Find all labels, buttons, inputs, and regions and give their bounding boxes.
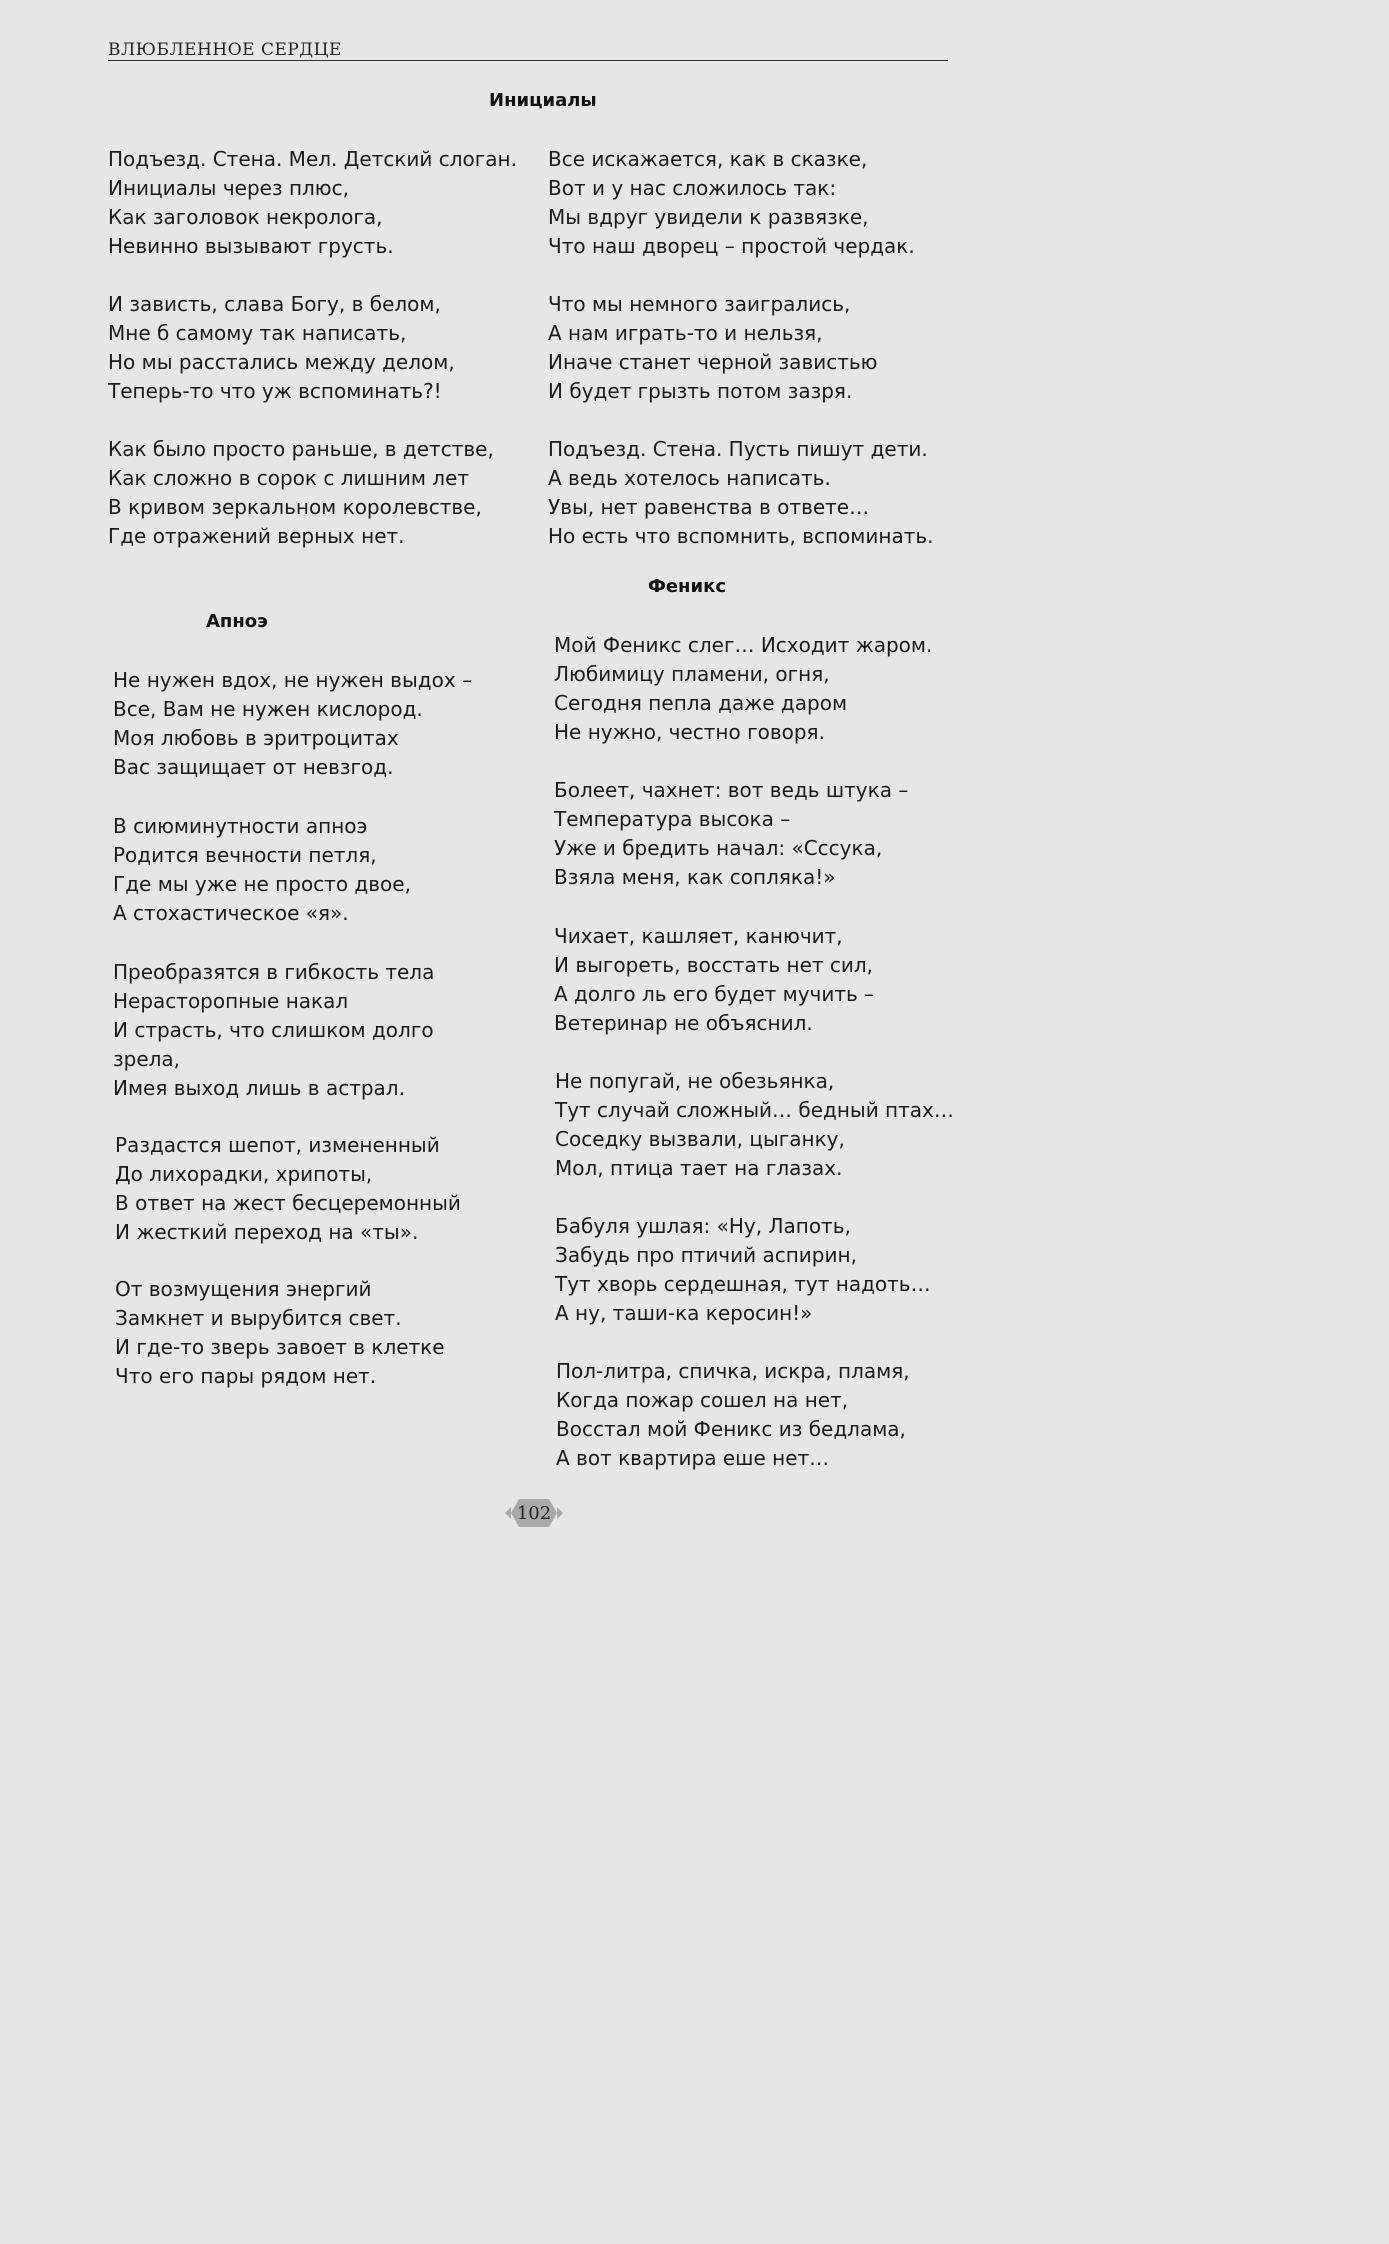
verse-line: И выгореть, восстать нет сил, — [554, 953, 874, 977]
stanza — [555, 1212, 931, 1328]
stanza — [108, 290, 455, 406]
verse-line: Теперь-то что уж вспоминать?! — [108, 379, 442, 403]
stanza — [115, 1275, 445, 1391]
verse-line: Замкнет и вырубится свет. — [115, 1306, 402, 1330]
verse-line: Соседку вызвали, цыганку, — [555, 1127, 845, 1151]
stanza — [113, 666, 472, 782]
verse-line: Все, Вам не нужен кислород. — [113, 697, 423, 721]
verse-line: Ветеринар не объяснил. — [554, 1011, 813, 1035]
verse-line: А вот квартира еше нет… — [556, 1446, 830, 1470]
verse-line: Мы вдруг увидели к развязке, — [548, 205, 869, 229]
verse-line: Родится вечности петля, — [113, 843, 377, 867]
verse-line: Подъезд. Стена. Мел. Детский слоган. — [108, 147, 517, 171]
stanza — [108, 435, 494, 551]
stanza — [554, 631, 932, 747]
verse-line: Тут случай сложный… бедный птах… — [555, 1098, 954, 1122]
verse-line: Нерасторопные накал — [113, 989, 349, 1013]
verse-line: Раздастся шепот, измененный — [115, 1133, 440, 1157]
verse-line: Как заголовок некролога, — [108, 205, 383, 229]
verse-line: Имея выход лишь в астрал. — [113, 1076, 405, 1100]
verse-line: А стохастическое «я». — [113, 901, 349, 925]
verse-line: Преобразятся в гибкость тела — [113, 960, 435, 984]
verse-line: А ну, таши-ка керосин!» — [555, 1301, 813, 1325]
verse-line: Что его пары рядом нет. — [115, 1364, 377, 1388]
verse-line: Тут хворь сердешная, тут надоть… — [555, 1272, 931, 1296]
stanza — [548, 290, 878, 406]
verse-line: Взяла меня, как сопляка!» — [554, 865, 836, 889]
verse-line: Уже и бредить начал: «Сссука, — [554, 836, 883, 860]
verse-line: зрела, — [113, 1047, 181, 1071]
verse-line: В кривом зеркальном королевстве, — [108, 495, 482, 519]
verse-line: Бабуля ушлая: «Ну, Лапоть, — [555, 1214, 851, 1238]
verse-line: Любимицу пламени, огня, — [554, 662, 830, 686]
verse-line: И жесткий переход на «ты». — [115, 1220, 419, 1244]
verse-line: Восстал мой Феникс из бедлама, — [556, 1417, 906, 1441]
running-head: ВЛЮБЛЕННОЕ СЕРДЦЕ — [108, 40, 342, 60]
verse-line: Невинно вызывают грусть. — [108, 234, 394, 258]
verse-line: Болеет, чахнет: вот ведь штука – — [554, 778, 909, 802]
verse-line: В сиюминутности апноэ — [113, 814, 368, 838]
verse-line: Увы, нет равенства в ответе… — [548, 495, 870, 519]
verse-line: Не нужно, честно говоря. — [554, 720, 825, 744]
stanza — [555, 1067, 954, 1183]
verse-line: А ведь хотелось написать. — [548, 466, 831, 490]
verse-line: И будет грызть потом зазря. — [548, 379, 853, 403]
stanza — [113, 958, 434, 1103]
poem-title-phoenix: Феникс — [648, 576, 726, 597]
header-rule — [108, 60, 948, 61]
verse-line: Вот и у нас сложилось так: — [548, 176, 837, 200]
verse-line: Мол, птица тает на глазах. — [555, 1156, 843, 1180]
verse-line: Как сложно в сорок с лишним лет — [108, 466, 470, 490]
stanza — [115, 1131, 461, 1247]
page-number — [505, 1496, 563, 1530]
stanza — [554, 922, 874, 1038]
verse-line: Но мы расстались между делом, — [108, 350, 455, 374]
verse-line: Не нужен вдох, не нужен выдох – — [113, 668, 473, 692]
verse-line: Мой Феникс слег… Исходит жаром. — [554, 633, 933, 657]
stanza — [554, 776, 908, 892]
verse-line: Но есть что вспомнить, вспоминать. — [548, 524, 934, 548]
verse-line: И где-то зверь завоет в клетке — [115, 1335, 445, 1359]
verse-line: Инициалы через плюс, — [108, 176, 349, 200]
verse-line: От возмущения энергий — [115, 1277, 372, 1301]
verse-line: Вас защищает от невзгод. — [113, 755, 394, 779]
verse-line: Что наш дворец – простой чердак. — [548, 234, 915, 258]
verse-line: Температура высока – — [554, 807, 791, 831]
verse-line: До лихорадки, хрипоты, — [115, 1162, 373, 1186]
verse-line: Чихает, кашляет, канючит, — [554, 924, 843, 948]
book-page — [0, 0, 971, 1568]
verse-line: Где мы уже не просто двое, — [113, 872, 411, 896]
verse-line: Как было просто раньше, в детстве, — [108, 437, 494, 461]
verse-line: Когда пожар сошел на нет, — [556, 1388, 849, 1412]
verse-line: Подъезд. Стена. Пусть пишут дети. — [548, 437, 928, 461]
verse-line: А долго ль его будет мучить – — [554, 982, 875, 1006]
verse-line: Моя любовь в эритроцитах — [113, 726, 399, 750]
verse-line: Мне б самому так написать, — [108, 321, 407, 345]
verse-line: Сегодня пепла даже даром — [554, 691, 848, 715]
stanza — [556, 1357, 910, 1473]
stanza — [113, 812, 411, 928]
stanza — [548, 145, 915, 261]
verse-line: Не попугай, не обезьянка, — [555, 1069, 835, 1093]
verse-line: И зависть, слава Богу, в белом, — [108, 292, 441, 316]
verse-line: Где отражений верных нет. — [108, 524, 405, 548]
poem-title-initials: Инициалы — [489, 90, 597, 111]
verse-line: А нам играть-то и нельзя, — [548, 321, 823, 345]
verse-line: Пол-литра, спичка, искра, пламя, — [556, 1359, 910, 1383]
page-number-text: 102 — [516, 1502, 552, 1524]
verse-line: Что мы немного заигрались, — [548, 292, 851, 316]
verse-line: И страсть, что слишком долго — [113, 1018, 434, 1042]
verse-line: В ответ на жест бесцеремонный — [115, 1191, 461, 1215]
verse-line: Все искажается, как в сказке, — [548, 147, 868, 171]
poem-title-apnea: Апноэ — [206, 611, 268, 632]
verse-line: Иначе станет черной завистью — [548, 350, 878, 374]
verse-line: Забудь про птичий аспирин, — [555, 1243, 857, 1267]
stanza — [108, 145, 517, 261]
stanza — [548, 435, 934, 551]
